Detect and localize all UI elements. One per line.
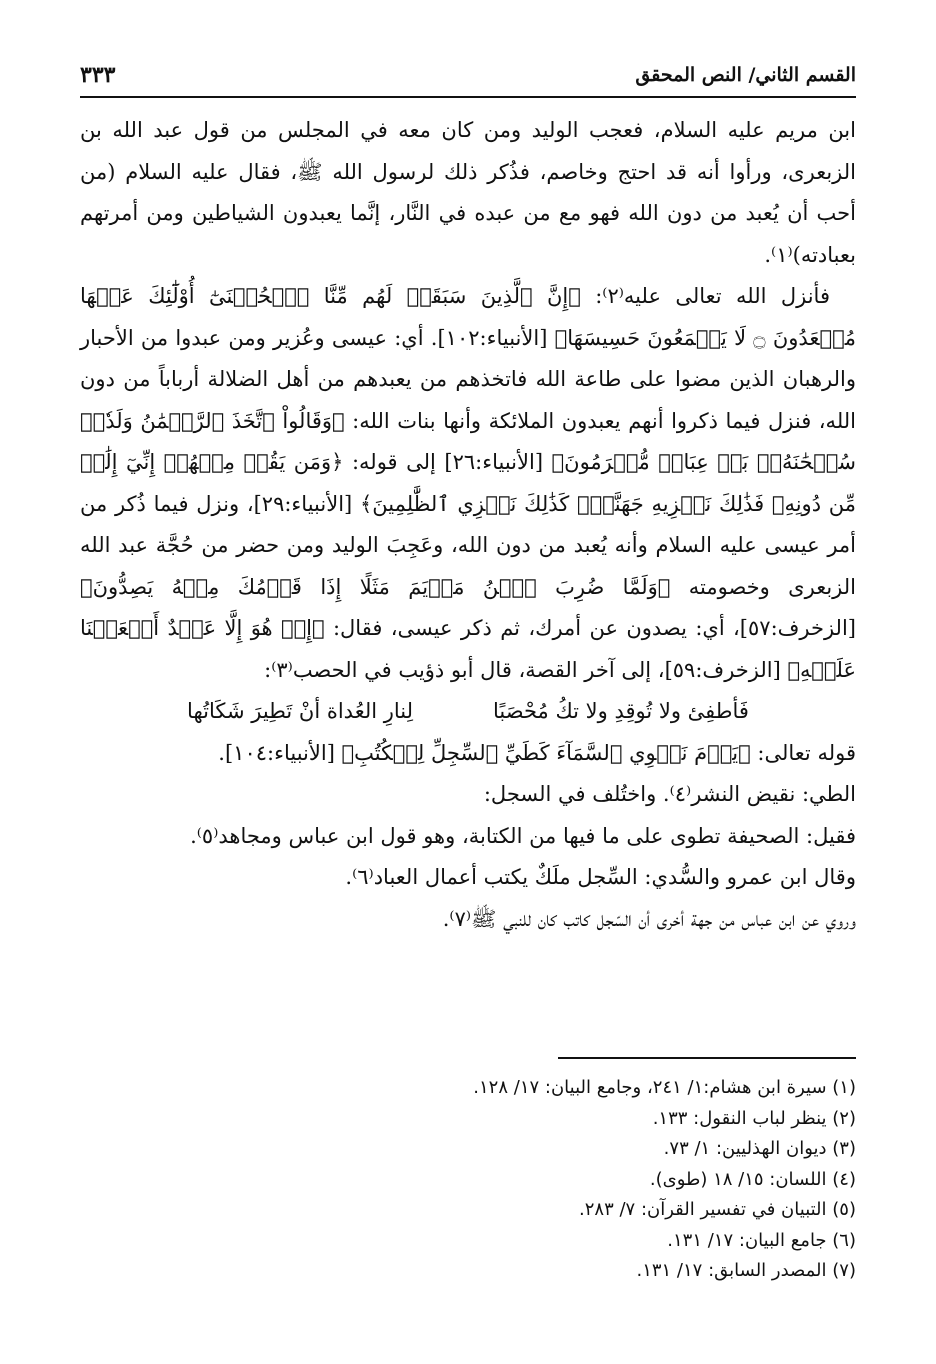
page-number: ٣٣٣ xyxy=(80,62,116,88)
paragraph: قوله تعالى: ﴿يَوۡمَ نَطۡوِي ٱلسَّمَآءَ كَطَيِّ ٱلسِّجِلِّ لِلۡكُتُبِ﴾ [الأنبياء:١٠٤]. xyxy=(218,740,856,765)
header-rule xyxy=(80,96,856,98)
footnote: (٦) جامع البيان: ١٧/ ١٣١. xyxy=(667,1229,856,1251)
footnote: (٢) ينظر لباب النقول: ١٣٣. xyxy=(652,1107,856,1129)
paragraph: الطي: نقيض النشر⁽٤⁾. واختُلف في السجل: xyxy=(483,782,856,806)
footnote: (٣) ديوان الهذليين: ١/ ٧٣. xyxy=(663,1138,856,1159)
paragraph: فقيل: الصحيفة تطوى على ما فيها من الكتابة، وهو قول ابن عباس ومجاهد⁽٥⁾. xyxy=(190,823,856,848)
footnote: (٧) المصدر السابق: ١٧/ ١٣١. xyxy=(636,1260,856,1281)
verse-second-hemistich: لِنارِ العُداة أنْ تَطِيرَ شَكَاتُها xyxy=(187,699,414,723)
poetry-verse xyxy=(80,691,856,733)
footnote: (١) سيرة ابن هشام:١/ ٢٤١، وجامع البيان: ١٧/ ١٢٨. xyxy=(473,1077,856,1098)
page-header xyxy=(80,56,856,96)
footnotes xyxy=(80,1073,856,1287)
footnote-separator xyxy=(558,1057,856,1059)
paragraph: فأنزل الله تعالى عليه⁽٢⁾: ﴿إِنَّ ٱلَّذِينَ سَبَقَتۡ لَهُم مِّنَّا ٱلۡحُسۡنَىٰٓ أُوْلَٰٓئِكَ عَنۡهَا مُبۡعَدُونَ ۝ لَا يَسۡمَعُونَ حَسِيسَهَا﴾ [الأنبياء:١٠٢]. أي: عيسى وعُزير ومن عبدوا من الأحبار والرهبان الذين مضوا على طاعة الله فاتخذهم من يعبدهم من أهل الضلالة أرباباً من دون الله، فنزل فيما ذكروا أنهم يعبدون الملائكة وأنها بنات الله: ﴿وَقَالُواْ ٱتَّخَذَ ٱلرَّحۡمَٰنُ وَلَدٗاۗ سُبۡحَٰنَهُۥۚ بَلۡ عِبَادٞ مُّكۡرَمُونَ﴾ [الأنبياء:٢٦] إلى قوله: ﴿وَمَن يَقُلۡ مِنۡهُمۡ إِنِّيٓ إِلَٰهٞ مِّن دُونِهِۦ فَذَٰلِكَ نَجۡزِيهِ جَهَنَّمَۚ كَذَٰلِكَ نَجۡزِي ٱلظَّٰلِمِينَ﴾ [الأنبياء:٢٩]، ونزل فيما ذُكر من أمر عيسى عليه السلام وأنه يُعبد من دون الله، وعَجِبَ الوليد ومن حضر من حُجَّة عبد الله الزبعرى وخصومته ﴿وَلَمَّا ضُرِبَ ٱبۡنُ مَرۡيَمَ مَثَلًا إِذَا قَوۡمُكَ مِنۡهُ يَصِدُّونَ﴾ [الزخرف:٥٧]، أي: يصدون عن أمرك، ثم ذكر عيسى، فقال: ﴿إِنۡ هُوَ إِلَّا عَبۡدٌ أَنۡعَمۡنَا عَلَيۡهِ﴾ [الزخرف:٥٩]، إلى آخر القصة، قال أبو ذؤيب في الحصب⁽٣⁾: xyxy=(80,284,857,682)
main-text xyxy=(80,110,856,940)
footnote: (٤) اللسان: ١٥/ ١٨ (طوى). xyxy=(649,1168,856,1190)
running-title: القسم الثاني/ النص المحقق xyxy=(635,64,856,86)
verse-first-hemistich: فَأطفِئ ولا تُوقِدِ ولا تكُ مُحْصَبًا xyxy=(493,699,749,723)
footnote: (٥) التبيان في تفسير القرآن: ٧/ ٢٨٣. xyxy=(579,1199,856,1220)
paragraph: وروي عن ابن عباس من جهة أخرى أن السّجل كاتب كان للنبي ﷺ⁽٧⁾. xyxy=(442,906,856,931)
paragraph: وقال ابن عمرو والسُّدي: السِّجل ملَكٌ يكتب أعمال العباد⁽٦⁾. xyxy=(345,865,856,889)
paragraph: ابن مريم عليه السلام، فعجب الوليد ومن كان معه في المجلس من قول عبد الله بن الزبعرى، ورأوا أنه قد احتج وخاصم، فذُكر ذلك لرسول الله ﷺ، فقال عليه السلام (من أحب أن يُعبد من دون الله فهو مع من عبده في النَّار، إنَّما يعبدون الشياطين ومن أمرتهم بعبادته)⁽١⁾. xyxy=(80,118,856,267)
